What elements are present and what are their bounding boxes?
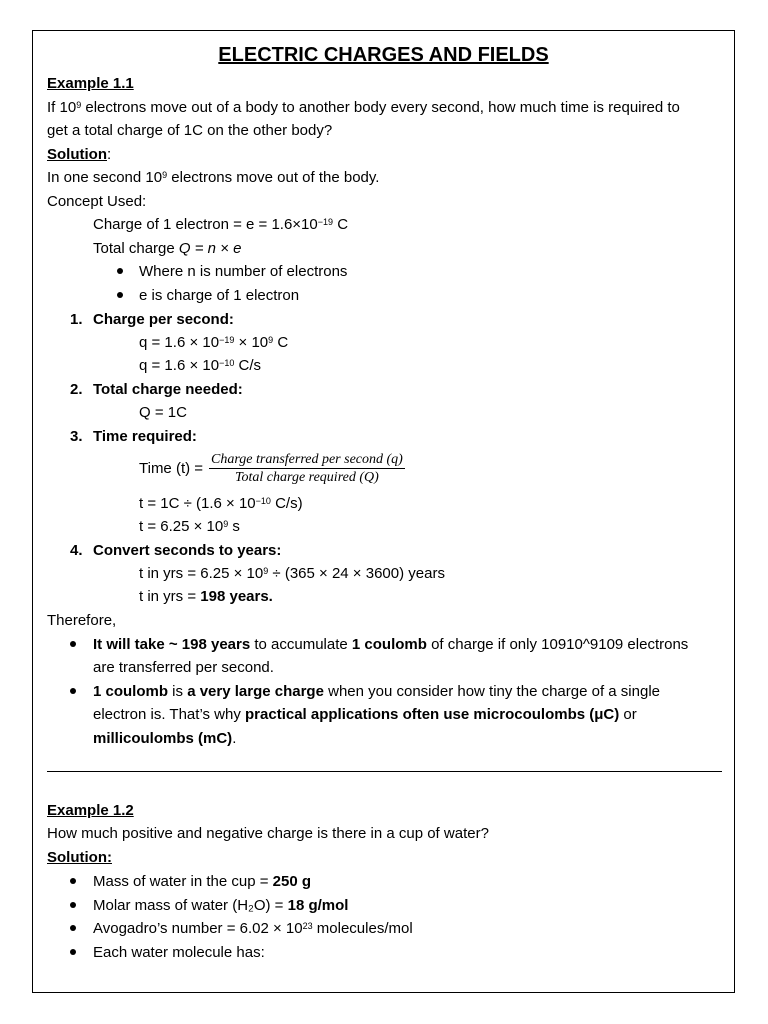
bullet-icon (70, 878, 76, 884)
step-1-label: Charge per second: (93, 311, 234, 328)
step-4-label: Convert seconds to years: (93, 542, 282, 559)
bullet-icon (117, 292, 123, 298)
step-3-label: Time required: (93, 428, 197, 445)
step-2-line-1: Q = 1C (139, 404, 187, 421)
time-equation-lhs: Time (t) = (139, 460, 204, 477)
example-1-2-heading: Example 1.2 (47, 802, 134, 819)
example-1-1-heading: Example 1.1 (47, 75, 134, 92)
fraction-numerator: Charge transferred per second (q) (211, 452, 403, 467)
step-2-label: Total charge needed: (93, 381, 243, 398)
step-2-number: 2. (70, 381, 83, 398)
water-mass-item: Mass of water in the cup = 250 g (93, 873, 312, 890)
bullet-icon (70, 902, 76, 908)
question-line-2: get a total charge of 1C on the other body? (47, 122, 333, 139)
concept-bullet-2: e is charge of 1 electron (139, 287, 300, 304)
solution-line-1: In one second $10^9$ electrons move out of the body. (47, 169, 380, 186)
bullet-icon (70, 925, 76, 931)
conclusion-2-line-2: electron is. That’s why practical applications often use microcoulombs (μC) or (93, 706, 637, 723)
step-1-line-2: $q = 1.6 \times 10^{-10}$ C/s (139, 357, 262, 374)
concept-used-label: Concept Used: (47, 193, 147, 210)
conclusion-2-line-3: millicoulombs (mC). (93, 730, 237, 747)
step-3-line-3: $t = 6.25 \times 10^9$ s (139, 518, 240, 535)
step-3-number: 3. (70, 428, 83, 445)
conclusion-1-line-2: are transferred per second. (93, 659, 274, 676)
conclusion-2-line-1: 1 coulomb is a very large charge when you consider how tiny the charge of a single (93, 683, 660, 700)
page-title: ELECTRIC CHARGES AND FIELDS (218, 44, 549, 66)
conclusion-1-line-1: It will take ~ 198 years to accumulate 1 coulomb of charge if only 10910^9109 electrons (93, 636, 689, 653)
molar-mass-item: Molar mass of water (H₂O) = 18 g/mol (93, 897, 349, 914)
solution-label: Solution: (47, 146, 112, 163)
therefore-label: Therefore, (47, 612, 117, 629)
example-1-2-solution-label: Solution: (47, 849, 112, 866)
example-1-2-question: How much positive and negative charge is there in a cup of water? (47, 825, 489, 842)
bullet-icon (70, 688, 76, 694)
bullet-icon (70, 641, 76, 647)
avogadro-item: Avogadro’s number = $6.02 \times 10^{23}$ molecules/mol (93, 920, 413, 937)
step-4-number: 4. (70, 542, 83, 559)
time-fraction (209, 451, 405, 486)
step-3-line-2: $t = 1C \div (1.6 \times 10^{-10}$ C/s) (139, 495, 303, 512)
step-4-line-1: t in yrs = $6.25 \times 10^9 \div (365 \times 24 \times 3600)$ years (139, 565, 445, 582)
question-line-1: If $10^9$ electrons move out of a body to another body every second, how much time is required to (47, 99, 680, 116)
bullet-icon (70, 949, 76, 955)
concept-bullet-1: Where n is number of electrons (139, 263, 348, 280)
water-molecule-item: Each water molecule has: (93, 944, 265, 961)
electron-charge-line: Charge of 1 electron = $e = 1.6\times 10^{-19}$ C (93, 216, 349, 233)
total-charge-line: Total charge Q = n × e (93, 240, 242, 257)
document-page (32, 30, 735, 993)
bullet-icon (117, 268, 123, 274)
step-1-number: 1. (70, 311, 83, 328)
step-1-line-1: $q = 1.6 \times 10^{-19} \times 10^9$ C (139, 334, 289, 351)
fraction-denominator: Total charge required (Q) (235, 470, 379, 485)
section-divider (47, 771, 722, 772)
step-4-line-2: t in yrs = 198 years. (139, 588, 273, 605)
